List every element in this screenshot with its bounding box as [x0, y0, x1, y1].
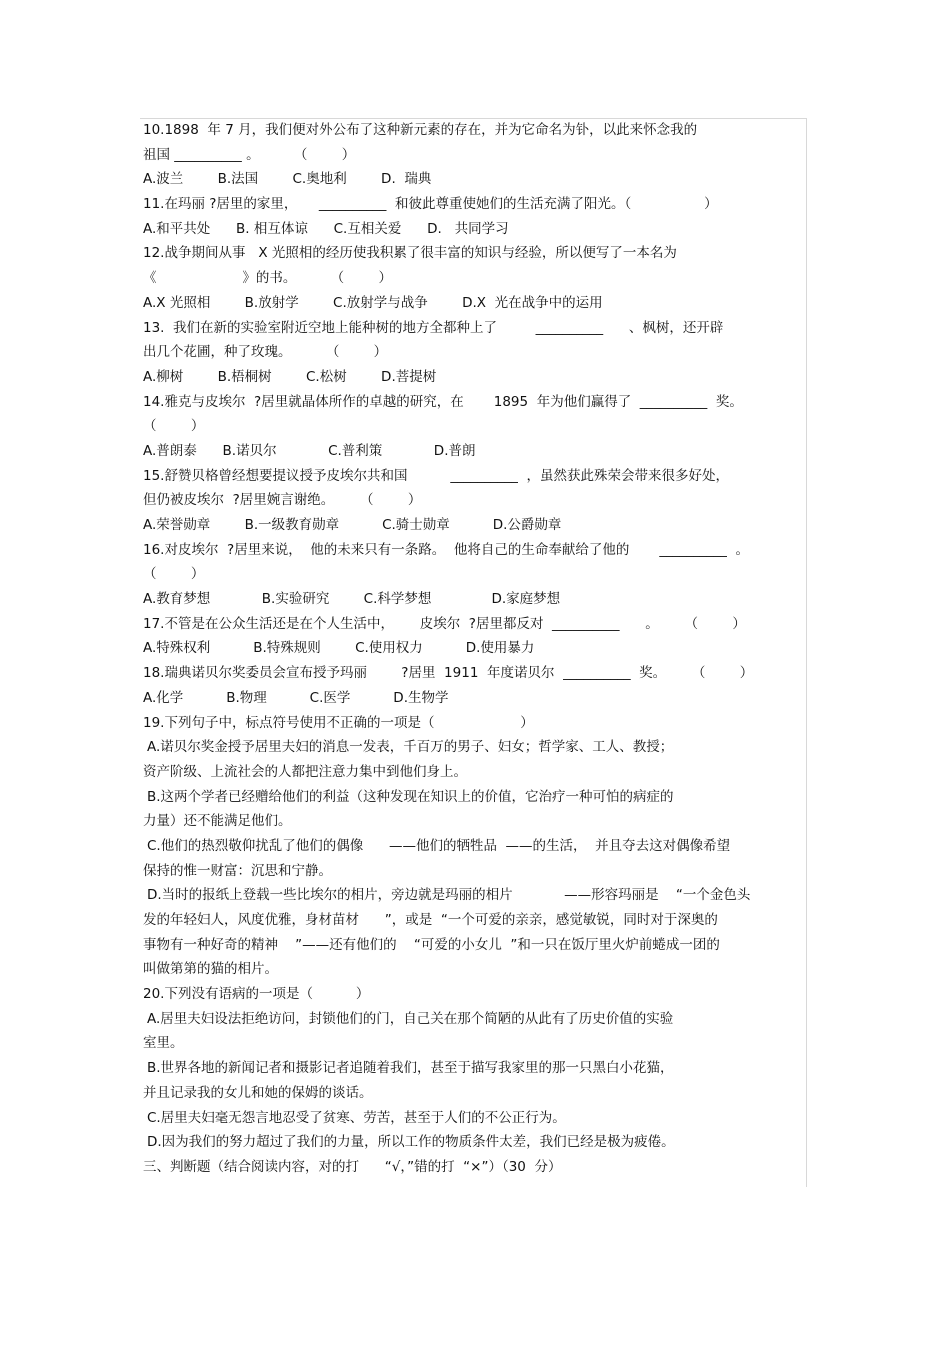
q12-stem-cont: 《 》的书。 （ ） — [143, 270, 392, 287]
q19-option-d-cont2: 事物有一种好奇的精神 ”——还有他们的 “可爱的小女儿 ”和一只在饭厅里火炉前蜷成一团的 — [143, 936, 720, 953]
q15-stem-cont: 但仍被皮埃尔 ?居里婉言谢绝。 （ ） — [143, 492, 422, 509]
q19-option-d-cont1: 发的年轻妇人，风度优雅，身材苗材 ”，或是 “一个可爱的亲亲，感觉敏锐，同时对于深奥的 — [143, 912, 718, 928]
q11-options: A.和平共处 B. 相互体谅 C.互相关爱 D. 共同学习 — [143, 220, 509, 237]
q19-stem: 19.下列句子中，标点符号使用不正确的一项是（ ） — [143, 714, 534, 731]
q18-options: A.化学 B.物理 C.医学 D.生物学 — [143, 689, 449, 706]
q19-option-a-cont: 资产阶级、上流社会的人都把注意力集中到他们身上。 — [143, 763, 467, 780]
q20-option-c: C.居里夫妇毫无怨言地忍受了贫寒、劳苦，甚至于人们的不公正行为。 — [147, 1109, 566, 1126]
q20-option-b: B.世界各地的新闻记者和摄影记者追随着我们，甚至于描写我家里的那一只黑白小花猫， — [147, 1060, 674, 1077]
q14-options: A.普朗泰 B.诺贝尔 C.普利策 D.普朗 — [143, 442, 476, 459]
q19-option-c-cont: 保持的惟一财富：沉思和宁静。 — [143, 862, 332, 879]
q20-stem: 20.下列没有语病的一项是（ ） — [143, 986, 370, 1003]
section-three-heading: 三、判断题（结合阅读内容，对的打 “√，”错的打 “×”）（30 分） — [143, 1158, 562, 1175]
q15-options: A.荣誉勋章 B.一级教育勋章 C.骑士勋章 D.公爵勋章 — [143, 517, 562, 533]
q10-stem: 10.1898 年 7 月，我们便对外公布了这种新元素的存在，并为它命名为钋，以此来怀念我的 — [143, 122, 698, 138]
q10-options: A.波兰 B.法国 C.奥地利 D. 瑞典 — [143, 171, 432, 188]
q12-stem: 12.战争期间从事 X 光照相的经历使我积累了很丰富的知识与经验，所以便写了一本名为 — [143, 245, 677, 262]
q12-options: A.X 光照相 B.放射学 C.放射学与战争 D.X 光在战争中的运用 — [143, 294, 603, 311]
q16-stem-cont: （ ） — [143, 566, 205, 583]
q20-option-a: A.居里夫妇设法拒绝访问，封锁他们的门，自己关在那个简陋的从此有了历史价值的实验 — [147, 1010, 674, 1027]
q19-option-b: B.这两个学者已经赠给他们的利益（这种发现在知识上的价值，它治疗一种可怕的病症的 — [147, 788, 674, 805]
exam-content — [143, 118, 805, 1180]
q20-option-b-cont: 并且记录我的女儿和她的保姆的谈话。 — [143, 1084, 373, 1101]
q17-stem: 17.不管是在公众生活还是在个人生活中， 皮埃尔 ?居里都反对 __________ 。 （ ） — [143, 615, 746, 632]
q18-stem: 18.瑞典诺贝尔奖委员会宣布授予玛丽 ?居里 1911 年度诺贝尔 __________ 奖。 （ ） — [143, 665, 754, 682]
q20-option-d: D.因为我们的努力超过了我们的力量，所以工作的物质条件太差，我们已经是极为疲倦。 — [147, 1134, 675, 1151]
q19-option-a: A.诺贝尔奖金授予居里夫妇的消息一发表，千百万的男子、妇女；哲学家、工人、教授； — [147, 739, 674, 756]
q17-options: A.特殊权利 B.特殊规则 C.使用权力 D.使用暴力 — [143, 640, 535, 657]
q19-option-d-cont3: 叫做第第的猫的相片。 — [143, 961, 278, 978]
q13-stem: 13. 我们在新的实验室附近空地上能种树的地方全都种上了 __________ 、枫树，还开辟 — [143, 319, 724, 336]
q13-stem-cont: 出几个花圃，种了玫瑰。 （ ） — [143, 344, 388, 361]
q16-options: A.教育梦想 B.实验研究 C.科学梦想 D.家庭梦想 — [143, 591, 561, 608]
q10-stem-cont: 祖国 __________ 。 （ ） — [143, 146, 356, 163]
q19-option-b-cont: 力量）还不能满足他们。 — [143, 813, 292, 830]
q20-option-a-cont: 室里。 — [143, 1035, 184, 1052]
q14-stem: 14.雅克与皮埃尔 ?居里就晶体所作的卓越的研究，在 1895 年为他们赢得了 __________ 奖。 — [143, 393, 743, 410]
q13-options: A.柳树 B.梧桐树 C.松树 D.菩提树 — [143, 368, 437, 385]
q16-stem: 16.对皮埃尔 ?居里来说， 他的未来只有一条路。 他将自己的生命奉献给了他的 __________ 。 — [143, 541, 750, 558]
q19-option-c: C.他们的热烈敬仰扰乱了他们的偶像 ——他们的牺牲品 ——的生活， 并且夺去这对偶像希望 — [147, 837, 731, 854]
q19-option-d: D.当时的报纸上登载一些比埃尔的相片，旁边就是玛丽的相片 ——形容玛丽是 “一个金色头 — [147, 887, 751, 904]
q11-stem: 11.在玛丽 ?居里的家里， __________ 和彼此尊重使她们的生活充满了阳光。（ ） — [143, 196, 718, 213]
q15-stem: 15.舒赞贝格曾经想要提议授予皮埃尔共和国 __________ ，虽然获此殊荣会带来很多好处， — [143, 467, 729, 484]
q14-stem-cont: （ ） — [143, 418, 205, 435]
